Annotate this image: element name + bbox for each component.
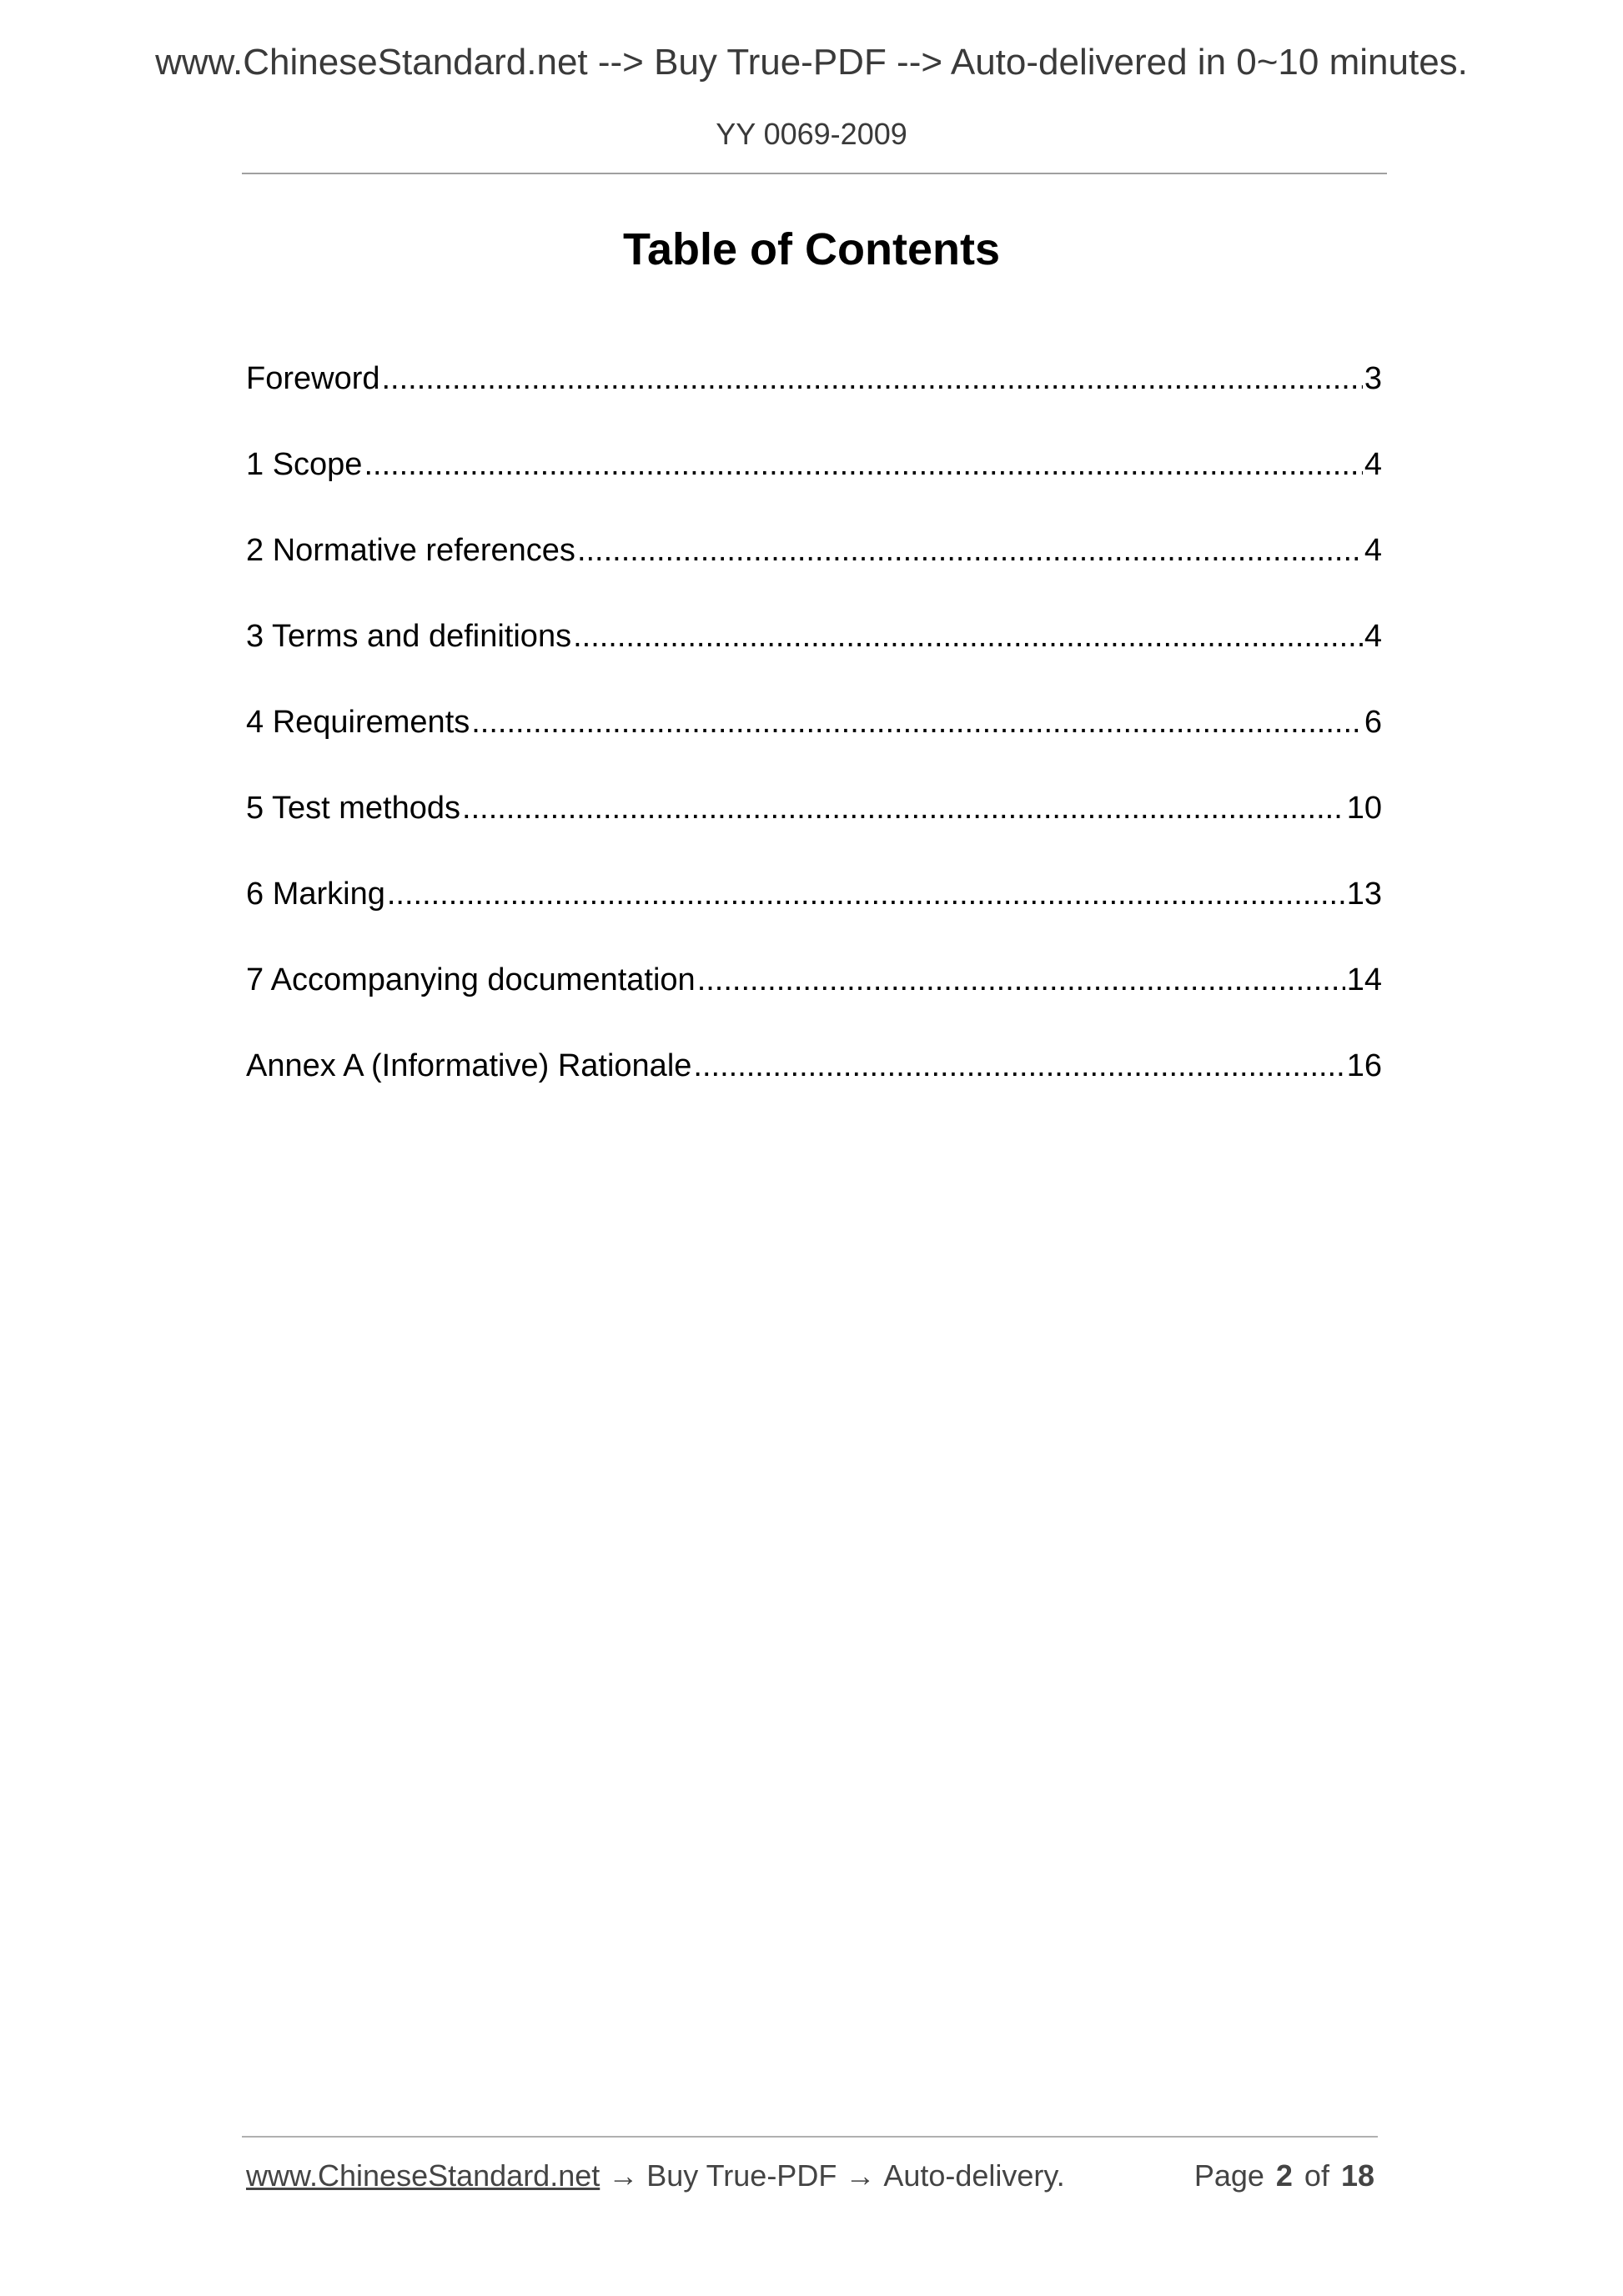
toc-entry-label: 5 Test methods bbox=[246, 791, 461, 826]
toc-entry-label: Foreword bbox=[246, 361, 380, 396]
right-arrow-icon: → bbox=[608, 2158, 639, 2193]
toc-entry-label: 6 Marking bbox=[246, 877, 385, 912]
toc-entry-marking[interactable] bbox=[246, 872, 1382, 958]
top-banner: www.ChineseStandard.net --> Buy True-PDF --> Auto-delivered in 0~10 minutes. bbox=[155, 42, 1468, 83]
dot-leader bbox=[577, 529, 1363, 572]
toc-entry-terms-and-definitions[interactable] bbox=[246, 615, 1382, 701]
toc-entry-page: 6 bbox=[1364, 705, 1382, 740]
document-code: YY 0069-2009 bbox=[716, 117, 907, 151]
page-total: 18 bbox=[1340, 2158, 1374, 2193]
page-footer bbox=[246, 2158, 1374, 2193]
footer-site-link[interactable]: www.ChineseStandard.net bbox=[246, 2158, 600, 2193]
toc-entry-normative-references[interactable] bbox=[246, 529, 1382, 615]
toc-entry-label: 3 Terms and definitions bbox=[246, 619, 572, 654]
toc-entry-page: 16 bbox=[1346, 1048, 1382, 1083]
dot-leader bbox=[364, 443, 1362, 486]
toc-entry-page: 13 bbox=[1346, 877, 1382, 912]
page-title: Table of Contents bbox=[623, 224, 1000, 274]
toc-entry-page: 4 bbox=[1364, 533, 1382, 568]
toc-entry-page: 10 bbox=[1346, 791, 1382, 826]
dot-leader bbox=[471, 701, 1363, 744]
toc-entry-scope[interactable] bbox=[246, 443, 1382, 529]
dot-leader bbox=[697, 958, 1345, 1002]
table-of-contents bbox=[246, 357, 1382, 1130]
right-arrow-icon: → bbox=[845, 2158, 876, 2193]
dot-leader bbox=[382, 357, 1363, 400]
toc-entry-label: 2 Normative references bbox=[246, 533, 575, 568]
footer-buy-text: Buy True-PDF bbox=[646, 2158, 837, 2193]
header-divider bbox=[242, 173, 1387, 174]
toc-entry-label: 4 Requirements bbox=[246, 705, 470, 740]
page-label: Page bbox=[1193, 2158, 1264, 2193]
dot-leader bbox=[573, 615, 1363, 658]
toc-entry-label: 7 Accompanying documentation bbox=[246, 962, 696, 997]
toc-entry-annex-a[interactable] bbox=[246, 1044, 1382, 1130]
toc-entry-page: 4 bbox=[1364, 619, 1382, 654]
toc-entry-foreword[interactable] bbox=[246, 357, 1382, 443]
toc-entry-test-methods[interactable] bbox=[246, 786, 1382, 872]
footer-delivery-text: Auto-delivery. bbox=[883, 2158, 1065, 2193]
footer-divider bbox=[242, 2136, 1378, 2138]
page-of-label: of bbox=[1304, 2158, 1329, 2193]
toc-entry-page: 3 bbox=[1364, 361, 1382, 396]
dot-leader bbox=[693, 1044, 1344, 1088]
toc-entry-page: 4 bbox=[1364, 447, 1382, 482]
page-current: 2 bbox=[1275, 2158, 1293, 2193]
dot-leader bbox=[462, 786, 1345, 830]
toc-entry-accompanying-documentation[interactable] bbox=[246, 958, 1382, 1044]
toc-entry-page: 14 bbox=[1346, 962, 1382, 997]
toc-entry-label: Annex A (Informative) Rationale bbox=[246, 1048, 692, 1083]
dot-leader bbox=[387, 872, 1345, 916]
toc-entry-label: 1 Scope bbox=[246, 447, 363, 482]
toc-entry-requirements[interactable] bbox=[246, 701, 1382, 786]
